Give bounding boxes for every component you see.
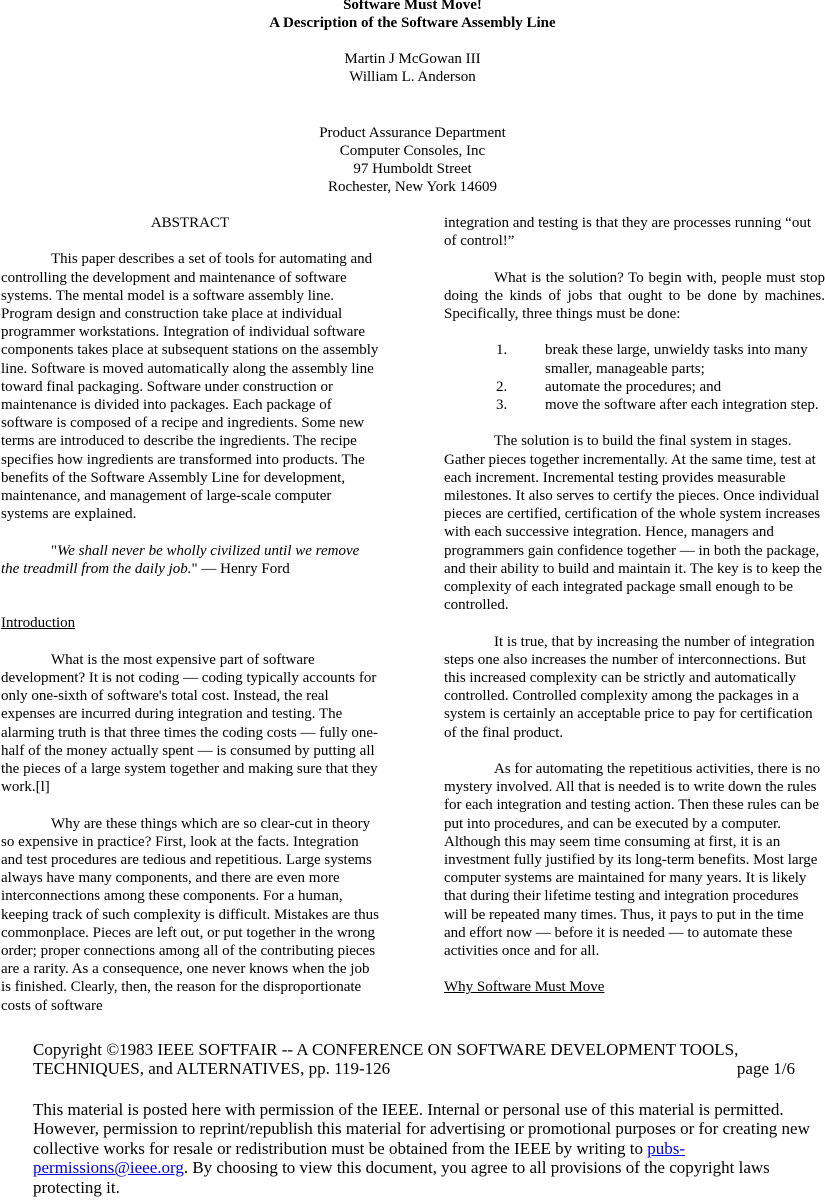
list-item-text: automate the procedures; and: [545, 378, 722, 395]
permission-text: This material is posted here with permission of the IEEE. Internal or personal use of this material is permitted. However, permission to reprint/republish this material for advertising or promotional purposes or for creating new collective works for resale or redistribution must be obtained from the IEEE by writing to: [33, 1100, 810, 1158]
permission-notice: [33, 1100, 823, 1197]
list-item-number: 3.: [496, 397, 508, 413]
list-item-number: 1.: [496, 342, 508, 359]
list-item-text: move the software after each integration step.: [545, 397, 819, 413]
intro-paragraph-1: What is the most expensive part of software development? It is not coding — coding typically accounts for only one-sixth of software's total cost. Instead, the real expenses are incurred during integration and testing. The alarming truth is that three times the coding costs — fully one-half of the money actually spent — is consumed by putting all the pieces of a large system together and making sure that they work.[l]: [1, 651, 378, 796]
left-column: [1, 214, 379, 1015]
affiliation-department: Product Assurance Department: [319, 125, 506, 141]
paper-title: Software Must Move!: [343, 0, 482, 13]
affiliation-city: Rochester, New York 14609: [328, 179, 497, 195]
intro-paragraph-4: The solution is to build the final system in stages. Gather pieces together incrementally. At the same time, test at each increment. Incremental testing provides measurable milestones. It also serves to certify the pieces. Once individual pieces are certified, certification of the whole system increases with each successive integration. Hence, managers and programmers gain confidence together — in both the package, and their ability to build and maintain it. The key is to keep the complexity of each integrated package small enough to be controlled.: [444, 433, 822, 614]
epigraph: "We shall never be wholly civilized until we remove the treadmill from the daily job." — Henry Ford: [1, 542, 360, 577]
intro-paragraph-2: Why are these things which are so clear-cut in theory so expensive in practice? First, look at the facts. Integration and test procedures are tedious and repetitious. Large systems always have many components, and there are even more interconnections among these components. For a human, keeping track of such complexity is difficult. Mistakes are thus commonplace. Pieces are left out, or put together in the wrong order; proper connections among all of the contributing pieces are a rarity. As a consequence, one never knows when the job is finished. Clearly, then, the reason for the disproportionate costs of software: [1, 815, 379, 1014]
list-item-number: 2.: [496, 378, 508, 395]
author-1: Martin J McGowan III: [344, 51, 481, 67]
intro-paragraph-2-continued: integration and testing is that they are processes running “out of control!”: [444, 215, 811, 250]
affiliation-company: Computer Consoles, Inc: [339, 143, 486, 159]
epigraph-attribution: — Henry Ford: [197, 560, 290, 577]
introduction-heading: Introduction: [1, 615, 76, 632]
intro-paragraph-5: It is true, that by increasing the number of integration steps one also increases the number of interconnections. But this increased complexity can be strictly and automatically controlled. Controlled complexity among the packages in a system is certainly an acceptable price to pay for certification of the final product.: [444, 633, 815, 741]
permissions-email-link[interactable]: pubs-permissions@ieee.org: [33, 1138, 685, 1178]
right-column: [444, 214, 825, 997]
affiliation-street: 97 Humboldt Street: [353, 161, 472, 177]
epigraph-text: We shall never be wholly civilized until we remove the treadmill from the daily job.: [1, 542, 360, 577]
copyright-notice: [33, 1040, 795, 1078]
intro-paragraph-6: As for automating the repetitious activities, there is no mystery involved. All that is needed is to write down the rules for each integration and testing action. Then these rules can be put into procedures, and can be executed by a computer. Although this may seem time consuming at first, it is an investment fully justified by its long-term benefits. Most large computer systems are maintained for many years. It is likely that during their lifetime testing and integration procedures will be repeated many times. Thus, it pays to put in the time and effort now — before it is needed — to automate these activities once and for all.: [444, 761, 821, 960]
section-heading-why-software-must-move: Why Software Must Move: [444, 979, 605, 996]
copyright-line-1: Copyright ©1983 IEEE SOFTFAIR -- A CONFERENCE ON SOFTWARE DEVELOPMENT TOOLS,: [33, 1040, 739, 1059]
permission-tail: . By choosing to view this document, you agree to all provisions of the copyright laws protecting it.: [33, 1158, 770, 1197]
list-item-text: break these large, unwieldy tasks into many smaller, manageable parts;: [545, 342, 808, 377]
author-2: William L. Anderson: [349, 69, 476, 85]
list-item: [444, 378, 825, 396]
copyright-line-2: TECHNIQUES, and ALTERNATIVES, pp. 119-126: [33, 1059, 391, 1078]
solution-steps-list: [444, 341, 825, 414]
intro-paragraph-3: What is the solution? To begin with, people must stop doing the kinds of jobs that ought to be done by machines. Specifically, three things must be done:: [444, 269, 825, 322]
paper-subtitle: A Description of the Software Assembly Line: [269, 15, 556, 31]
list-item: [444, 396, 825, 414]
abstract-heading: ABSTRACT: [150, 215, 230, 231]
list-item: [444, 341, 825, 377]
page-number: page 1/6: [736, 1059, 795, 1078]
abstract-text: This paper describes a set of tools for automating and controlling the development and maintenance of software systems. The mental model is a software assembly line. Program design and construction take place at individual programmer workstations. Integration of individual software components takes place at subsequent stations on the assembly line. Software is moved automatically along the assembly line toward final packaging. Software under construction or maintenance is divided into packages. Each package of software is composed of a recipe and ingredients. Some new terms are introduced to describe the ingredients. The recipe specifies how ingredients are transformed into products. The benefits of the Software Assembly Line for development, maintenance, and management of large-scale computer systems are explained.: [1, 251, 379, 523]
